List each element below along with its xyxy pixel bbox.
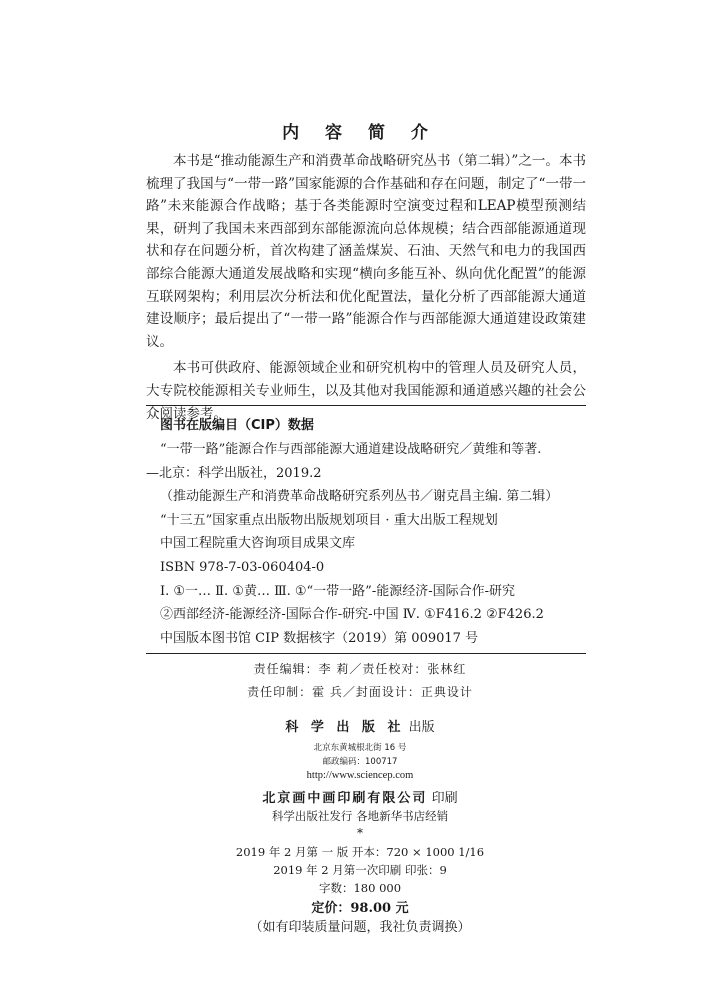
printer-line [0, 787, 720, 806]
editor-credits: 责任编辑：李 莉／责任校对：张林红 [253, 662, 467, 676]
cip-line: “十三五”国家重点出版物出版规划项目 · 重大出版工程规划 [160, 512, 498, 528]
cip-line: Ⅰ. ①一… Ⅱ. ①黄… Ⅲ. ①“一带一路”-能源经济-国际合作-研究 [160, 583, 515, 599]
section-title: 内 容 简 介 [282, 123, 438, 143]
distribution-line: 科学出版社发行 各地新华书店经销 [271, 809, 449, 823]
cip-line: —北京：科学出版社，2019.2 [146, 465, 322, 481]
price: 定价：98.00 元 [311, 901, 409, 916]
publisher-url: http://www.sciencep.com [306, 770, 414, 781]
cip-line: （推动能源生产和消费革命战略研究系列丛书／谢克昌主编. 第二辑） [160, 489, 559, 505]
cip-line: “一带一路”能源合作与西部能源大通道建设战略研究／黄维和等著. [160, 442, 542, 457]
printer-name: 北京画中画印刷有限公司 [262, 791, 428, 806]
cip-line: 中国工程院重大咨询项目成果文库 [160, 536, 356, 552]
top-divider [146, 405, 586, 406]
quality-notice: （如有印装质量问题，我社负责调换） [249, 920, 471, 935]
printing-line: 2019 年 2 月第一次印刷 印张：9 [273, 863, 447, 877]
content-summary [146, 150, 586, 425]
cip-data-block [146, 438, 586, 650]
cip-line: 中国版本图书馆 CIP 数据核字（2019）第 009017 号 [160, 630, 479, 646]
edition-line: 2019 年 2 月第 一 版 开本：720 × 1000 1/16 [235, 845, 485, 859]
word-count: 字数：180 000 [318, 881, 402, 895]
publisher-name: 科 学 出 版 社 [285, 720, 405, 735]
cip-line: ISBN 978-7-03-060404-0 [160, 559, 325, 575]
cip-line: ②西部经济-能源经济-国际合作-研究-中国 Ⅳ. ①F416.2 ②F426.2 [160, 607, 544, 623]
production-credits: 责任印制：霍 兵／封面设计：正典设计 [247, 685, 473, 699]
summary-paragraph-1: 本书是“推动能源生产和消费革命战略研究丛书（第二辑）”之一。本书梳理了我国与“一带一路”国家能源的合作基础和存在问题，制定了“一带一路”未来能源合作战略；基于各类能源时空演变过程和LEAP模型预测结果，研判了我国未来西部到东部能源流向总体规模；结合西部能源通道现状和存在问题分析，首次构建了涵盖煤炭、石油、天然气和电力的我国西部综合能源大通道发展战略和实现“横向多能互补、纵向优化配置”的能源互联网架构；利用层次分析法和优化配置法，量化分析了西部能源大通道建设顺序；最后提出了“一带一路”能源合作与西部能源大通道建设政策建议。 [146, 153, 586, 350]
printer-suffix: 印刷 [431, 791, 458, 806]
separator-star: * [357, 826, 363, 840]
publisher-address: 北京东黄城根北街 16 号 [313, 743, 407, 753]
cip-title: 图书在版编目（CIP）数据 [160, 418, 314, 433]
bottom-divider [146, 653, 586, 654]
publisher-suffix: 出版 [408, 720, 435, 735]
publisher-line [0, 716, 720, 735]
summary-paragraph-2: 本书可供政府、能源领域企业和研究机构中的管理人员及研究人员，大专院校能源相关专业师生，以及其他对我国能源和通道感兴趣的社会公众阅读参考。 [146, 360, 586, 422]
publisher-postcode: 邮政编码：100717 [322, 757, 398, 767]
